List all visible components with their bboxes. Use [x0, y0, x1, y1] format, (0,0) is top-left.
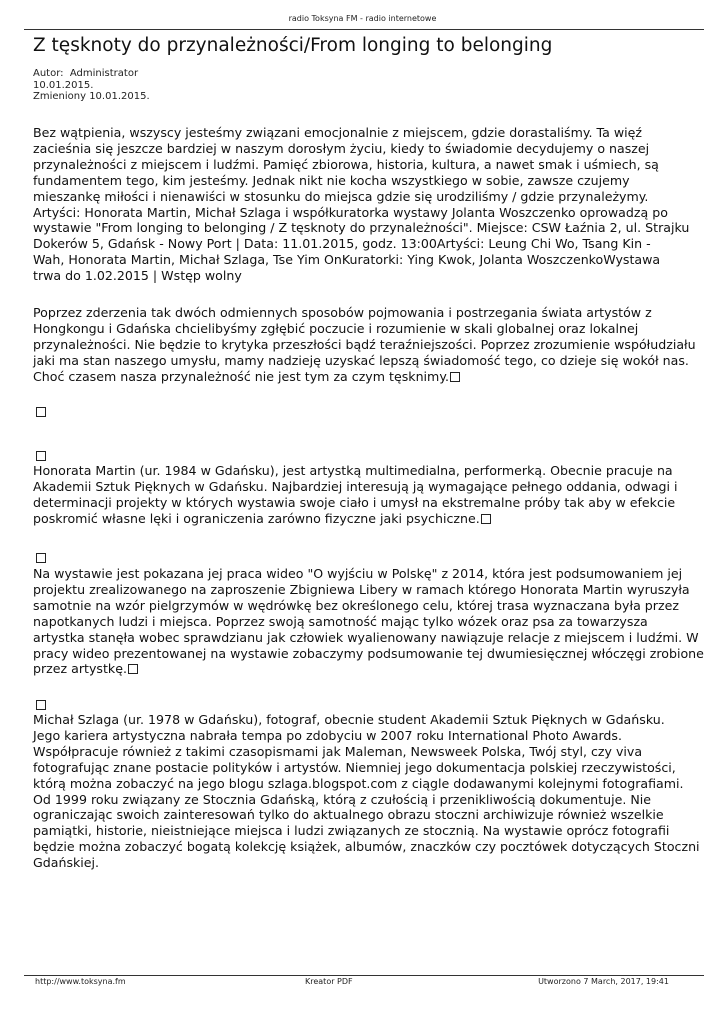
missing-glyph-box: [36, 451, 46, 461]
footer-generator: Kreator PDF: [305, 977, 353, 986]
missing-glyph-box: [481, 514, 491, 524]
paragraph-line: projektu zrealizowanego na zaproszenie Zbigniewa Libery w ramach którego Honorata Martin wyruszyła: [33, 581, 690, 597]
paragraph-line: przynależności z miejscem i ludźmi. Pamięć zbiorowa, historia, kultura, a nawet smak i uśmiech, są: [33, 156, 659, 172]
paragraph-line: Hongkongu i Gdańska chcielibyśmy zgłębić poczucie i rozumienie w skali globalnej oraz lokalnej: [33, 320, 639, 336]
paragraph-line: Od 1999 roku związany ze Stocznia Gdańską, którą z czułością i przenikliwością dokumentuje. Nie: [33, 791, 652, 807]
missing-glyph-box: [128, 664, 138, 674]
missing-glyph-box: [36, 700, 46, 710]
paragraph-line: fotografując znane postacie polityków i artystów. Niemniej jego dokumentacja polskiej rzeczywistości,: [33, 759, 676, 775]
author-line: Autor: Administrator: [33, 68, 139, 79]
paragraph-intro: [33, 125, 693, 284]
paragraph-line: Akademii Sztuk Pięknych w Gdańsku. Najbardziej interesują ją wymagające pełnego oddania, odwagi i: [33, 478, 678, 494]
paragraph-line: Współpracuje również z takimi czasopismami jak Maleman, Newsweek Polska, Twój styl, czy viva: [33, 743, 643, 759]
paragraph-line: pracy wideo prezentowanej na wystawie zobaczymy podsumowanie tej dwumiesięcznej włóczęgi zrobione: [33, 645, 704, 661]
paragraph-line: jaki ma stan naszego umysłu, mamy nadzieję uzyskać lepszą świadomość tego, co dzieje się wokół nas.: [33, 352, 689, 368]
missing-glyph-box: [36, 407, 46, 417]
paragraph-line: fundamentem tego, kim jesteśmy. Jednak nikt nie kocha wszystkiego w sobie, zawsze czujemy: [33, 172, 630, 188]
footer-divider: [24, 975, 704, 976]
footer-created: Utworzono 7 March, 2017, 19:41: [538, 977, 669, 986]
paragraph-concept: [33, 305, 696, 385]
paragraph-line: którą można zobaczyć na jego blogu szlaga.blogspot.com z ciągle dodawanymi kolejnymi fotografiami.: [33, 775, 684, 791]
header-divider: [24, 29, 704, 30]
paragraph-honorata-bio: [33, 463, 693, 527]
paragraph-line: Dokerów 5, Gdańsk - Nowy Port | Data: 11.01.2015, godz. 13:00Artyści: Leung Chi Wo, Tsang Kin -: [33, 236, 651, 252]
paragraph-line: Michał Szlaga (ur. 1978 w Gdańsku), fotograf, obecnie student Akademii Sztuk Pięknych w Gdańsku.: [33, 712, 665, 727]
paragraph-line: zacieśnia się jeszcze bardziej w naszym dorosłym życiu, kiedy to świadomie decydujemy o naszej: [33, 140, 650, 156]
paragraph-line: Artyści: Honorata Martin, Michał Szlaga i współkuratorka wystawy Jolanta Woszczenko oprowadzą po: [33, 204, 668, 220]
paragraph-line: Gdańskiej.: [33, 855, 100, 871]
paragraph-line: przynależności. Nie będzie to krytyka przeszłości bądź teraźniejszości. Poprzez zrozumienie współudziału: [33, 336, 696, 352]
site-header: radio Toksyna FM - radio internetowe: [288, 14, 437, 23]
article-title: Z tęsknoty do przynależności/From longing to belonging: [33, 35, 553, 56]
paragraph-line: przez artystkę.: [33, 661, 693, 677]
modified-date: Zmieniony 10.01.2015.: [33, 91, 150, 102]
footer-url: http://www.toksyna.fm: [35, 977, 126, 986]
paragraph-line: Poprzez zderzenia tak dwóch odmiennych sposobów pojmowania i postrzegania świata artystów z: [33, 305, 652, 320]
paragraph-line: poskromić własne lęki i ograniczenia zarówno fizyczne jaki psychiczne.: [33, 511, 693, 527]
paragraph-line: Wah, Honorata Martin, Michał Szlaga, Tse Yim OnKuratorki: Ying Kwok, Jolanta WoszczenkoWystawa: [33, 252, 661, 268]
paragraph-line: samotnie na wzór pielgrzymów w wędrówkę bez określonego celu, której trasa wyznaczana była przez: [33, 597, 679, 613]
missing-glyph-box: [450, 372, 460, 382]
paragraph-line: będzie można zobaczyć bogatą kolekcję książek, albumów, znaczków czy pocztówek dotyczących Stoczni: [33, 839, 700, 855]
paragraph-line: napotkanych ludzi i miejsca. Poprzez swoją samotność mając tylko wózek oraz psa za towarzysza: [33, 613, 648, 629]
paragraph-line: wystawie "From longing to belonging / Z tęsknoty do przynależności". Miejsce: CSW Łaźnia 2, ul. Strajku: [33, 220, 690, 236]
paragraph-line: Jego kariera artystyczna nabrała tempa po zdobyciu w 2007 roku International Photo Awards.: [33, 727, 622, 743]
paragraph-line: Choć czasem nasza przynależność nie jest tym za czym tęsknimy.: [33, 369, 693, 385]
paragraph-line: Honorata Martin (ur. 1984 w Gdańsku), jest artystką multimedialna, performerką. Obecnie pracuje na: [33, 463, 673, 478]
paragraph-line: determinacji projekty w których wystawia swoje ciało i umysł na ekstremalne próby tak aby w efekcie: [33, 494, 676, 510]
paragraph-line: mieszankę miłości i nienawiści w stosunku do miejsca gdzie się urodziliśmy / gdzie przynależymy.: [33, 188, 649, 204]
paragraph-line: trwa do 1.02.2015 | Wstęp wolny: [33, 268, 242, 284]
article-meta: [33, 68, 150, 103]
publish-date: 10.01.2015.: [33, 79, 94, 91]
paragraph-szlaga-bio: [33, 712, 700, 871]
missing-glyph-box: [36, 553, 46, 563]
paragraph-line: Na wystawie jest pokazana jej praca wideo "O wyjściu w Polskę" z 2014, która jest podsumowaniem jej: [33, 566, 683, 581]
paragraph-line: pamiątki, historie, nieistniejące miejsca i ludzi związanych ze stocznią. Na wystawie oprócz fotografii: [33, 823, 670, 839]
paragraph-line: ograniczając swoich zainteresowań tylko do aktualnego obrazu stoczni archiwizuje również wszelkie: [33, 807, 664, 823]
paragraph-line: artystka stanęła wobec sprawdzianu jak człowiek wyalienowany nawiązuje relacje z miejscem i ludźmi. W: [33, 629, 699, 645]
paragraph-honorata-work: [33, 566, 704, 677]
paragraph-line: Bez wątpienia, wszyscy jesteśmy związani emocjonalnie z miejscem, gdzie dorastaliśmy. Ta więź: [33, 125, 643, 140]
